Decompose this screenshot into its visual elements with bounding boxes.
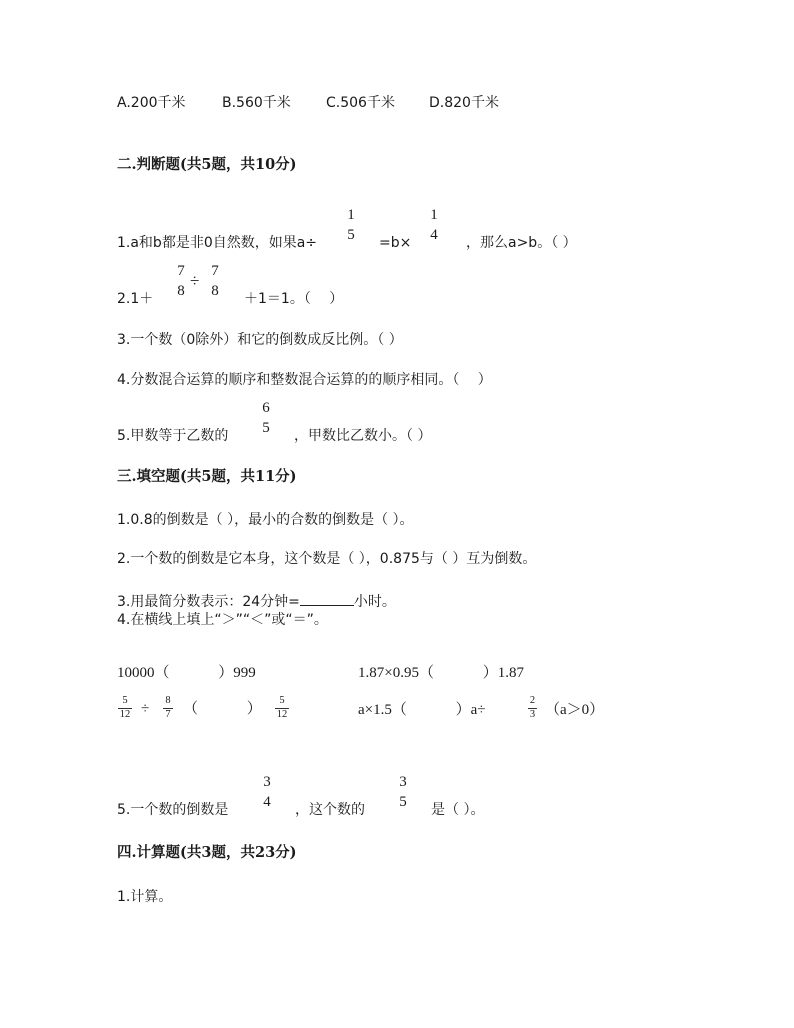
s2-q4: 4.分数混合运算的顺序和整数混合运算的的顺序相同。（ ）: [117, 372, 492, 388]
s2-q3: 3.一个数（0除外）和它的倒数成反比例。（ ）: [117, 332, 403, 348]
s2-q1-fraction-2: 1 4: [430, 207, 438, 243]
s3-q3-text-post: 小时。: [353, 594, 396, 610]
s3-q3-text-pre: 3.用最简分数表示：24分钟=: [117, 594, 300, 610]
s3-q5-fraction-1: 3 4: [263, 774, 271, 810]
s2-q1-text-post: ，那么a>b。（ ）: [466, 235, 577, 251]
option-b: B.560千米: [222, 95, 291, 111]
s4-q1: 1.计算。: [117, 889, 173, 905]
compare-row1-right: 1.87×0.95（ ）1.87: [358, 665, 524, 681]
s2-q5-text-post: ，甲数比乙数小。（ ）: [294, 428, 432, 444]
compare-row2-fraction-2: 8 7: [163, 696, 173, 720]
s2-q5-text-pre: 5.甲数等于乙数的: [117, 428, 229, 444]
compare-row2-fraction-1: 5 12: [119, 695, 131, 720]
section-heading-fill-in: 三.填空题(共5题，共11分): [117, 468, 297, 485]
option-d: D.820千米: [429, 95, 499, 111]
s3-q4: 4.在横线上填上“＞”“＜”或“＝”。: [117, 612, 328, 628]
section-heading-judgement: 二.判断题(共5题，共10分): [117, 156, 297, 173]
s3-q5-fraction-2: 3 5: [399, 774, 407, 810]
s2-q2-fraction-1: 7 8: [177, 263, 185, 299]
s2-q2-text-post: ＋1＝1。（ ）: [244, 291, 344, 307]
compare-row2-paren: （ ）: [183, 701, 262, 717]
s2-q1-text-pre: 1.a和b都是非0自然数，如果a÷: [117, 235, 318, 251]
s2-q1-text-mid: =b×: [379, 235, 412, 251]
section-heading-calculation: 四.计算题(共3题，共23分): [117, 844, 297, 861]
s2-q1-fraction-1: 1 5: [347, 207, 355, 243]
compare-row2-right-post: （a＞0）: [545, 702, 605, 718]
s3-q1: 1.0.8的倒数是（ ），最小的合数的倒数是（ ）。: [117, 512, 414, 528]
s3-q5-text-mid: ，这个数的: [295, 802, 365, 818]
s2-q2-text-pre: 2.1＋: [117, 291, 154, 307]
s2-q5-fraction: 6 5: [262, 400, 270, 436]
compare-row2-right-fraction: 2 3: [529, 695, 536, 720]
s3-q3: [117, 593, 396, 609]
s2-q2-divide-sign: ÷: [190, 271, 200, 290]
compare-row2-fraction-3: 5 12: [276, 695, 288, 720]
option-c: C.506千米: [326, 95, 395, 111]
s3-q5-text-post: 是（ ）。: [431, 802, 485, 818]
s3-q2: 2.一个数的倒数是它本身，这个数是（ ），0.875与（ ）互为倒数。: [117, 551, 537, 567]
s3-q5-text-pre: 5.一个数的倒数是: [117, 802, 229, 818]
s2-q2-fraction-2: 7 8: [211, 263, 219, 299]
compare-row1-left: 10000（ ）999: [117, 665, 256, 681]
compare-row2-right-pre: a×1.5（ ）a÷: [358, 702, 486, 718]
s3-q3-answer-blank[interactable]: [300, 593, 354, 606]
compare-row2-divide-sign: ÷: [141, 701, 150, 717]
option-a: A.200千米: [117, 95, 186, 111]
